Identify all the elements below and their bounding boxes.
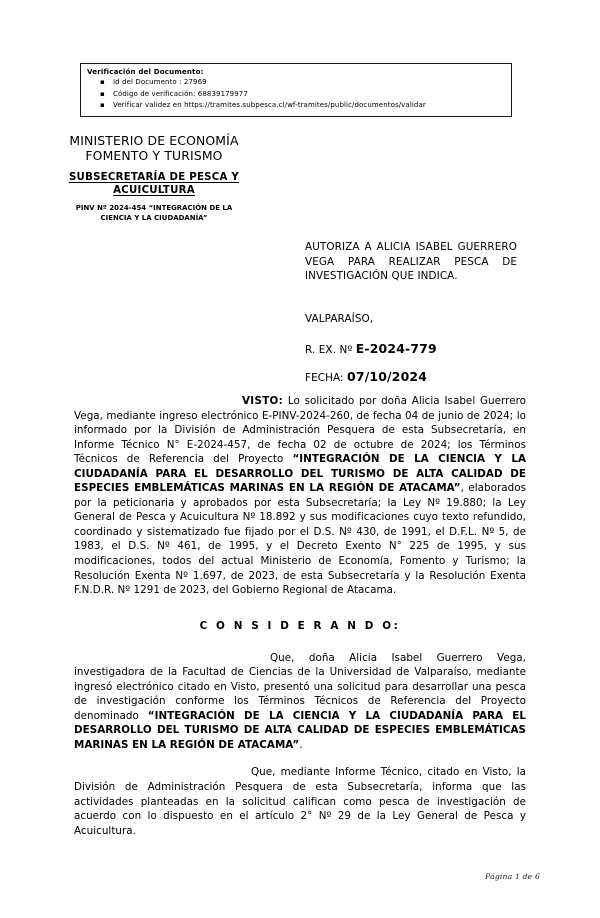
considerando-1-part1: Que, doña Alicia Isabel Guerrero Vega, investigadora de la Facultad de Ciencias de la Universidad de Valparaíso, mediante ingresó electrónico citado en Visto, presentó una solicitud para desarrollar una pesca de investigación conforme los Términos Técnicos de Referencia del Proyecto denominado <box>74 651 526 722</box>
visto-text-part2: , elaborados por la peticionaria y aprobados por esta Subsecretaría; la Ley Nº 19.880; la Ley General de Pesca y Acuicultura Nº 18.892 y sus modificaciones cuyo texto refundido, coordinado y sistematizado fue fijado por el D.S. Nº 430, de 1991, el D.F.L. Nº 5, de 1983, el D.S. Nº 461, de 1995, y el Decreto Exento N° 225 de 1995, y sus modificaciones, todos del actual Ministerio de Economía, Fomento y Turismo; la Resolución Exenta Nº 1.697, de 2023, de esta Subsecretaría y la Resolución Exenta F.N.D.R. Nº 1291 de 2023, del Gobierno Regional de Atacama. <box>74 482 526 597</box>
subsecretaria-line1: SUBSECRETARÍA DE PESCA Y <box>68 171 240 183</box>
bullet-icon: ▪ <box>100 89 105 98</box>
document-body <box>74 394 526 851</box>
ministry-name-line2: FOMENTO Y TURISMO <box>85 148 223 164</box>
bullet-icon: ▪ <box>100 100 105 109</box>
visto-project-title: “INTEGRACIÓN DE LA CIENCIA Y LA CIUDADANÍA PARA EL DESARROLLO DEL TURISMO DE ALTA CALIDAD DE ESPECIES EMBLEMÁTICAS MARINAS EN LA REGIÓN DE ATACAMA” <box>74 453 526 495</box>
verification-item-code <box>87 89 511 100</box>
project-reference <box>34 204 274 223</box>
visto-paragraph <box>74 394 526 598</box>
verification-item-text: Verificar validez en https://tramites.subpesca.cl/wf-tramites/public/documentos/validar <box>113 100 426 109</box>
issue-date-value: 07/10/2024 <box>347 369 428 384</box>
document-verification-box <box>80 63 512 117</box>
issue-date-line <box>305 369 427 384</box>
ministry-name-line1: MINISTERIO DE ECONOMÍA <box>69 133 239 148</box>
considerando-paragraph-1 <box>74 651 526 753</box>
considerando-heading: C O N S I D E R A N D O: <box>199 619 401 632</box>
verification-item-document-id <box>87 77 511 88</box>
resolution-number-line <box>305 341 437 356</box>
considerando-paragraph-2: Que, mediante Informe Técnico, citado en Visto, la División de Administración Pesquera de esta Subsecretaría, informa que las actividades planteadas en la solicitud califican como pesca de investigación de acuerdo con lo dispuesto en el artículo 2° Nº 29 de la Ley General de Pesca y Acuicultura. <box>74 766 526 837</box>
considerando-1-part2: . <box>299 738 303 751</box>
subsecretaria-name <box>34 171 274 198</box>
verification-title: Verificación del Documento: <box>87 67 204 76</box>
verification-item-text: Id del Documento : 27969 <box>113 78 207 87</box>
issue-date-label: FECHA: <box>305 372 344 384</box>
considerando-1-project-title: “INTEGRACIÓN DE LA CIENCIA Y LA CIUDADANÍA PARA EL DESARROLLO DEL TURISMO DE ALTA CALIDAD DE ESPECIES EMBLEMÁTICAS MARINAS EN LA REGIÓN DE ATACAMA” <box>74 709 527 751</box>
resolution-number-label: R. EX. Nº <box>305 344 353 356</box>
project-reference-line1: PINV Nº 2024-454 “INTEGRACIÓN DE LA <box>75 204 233 212</box>
bullet-icon: ▪ <box>100 78 105 87</box>
verification-item-text: Código de verificación: 68839179977 <box>113 89 248 98</box>
resolution-subject <box>305 240 517 284</box>
visto-label: VISTO: <box>242 395 284 407</box>
page-footer: Página 1 de 6 <box>485 872 540 881</box>
resolution-number-value: E-2024-779 <box>355 341 437 356</box>
visto-text-part1: Lo solicitado por doña Alicia Isabel Guerrero Vega, mediante ingreso electrónico E-PINV-2024-260, de fecha 04 de junio de 2024; lo informado por la División de Administración Pesquera de esta Subsecretaría, en Informe Técnico N° E-2024-457, de fecha 02 de octubre de 2024; los Términos Técnicos de Referencia del Proyecto <box>74 395 526 466</box>
project-reference-line2: CIENCIA Y LA CIUDADANÍA” <box>100 213 208 222</box>
subsecretaria-line2: ACUICULTURA <box>113 185 195 197</box>
letterhead <box>34 133 274 223</box>
verification-item-url <box>87 100 511 111</box>
issue-place: VALPARAÍSO, <box>305 313 374 325</box>
resolution-subject-text: AUTORIZA A ALICIA ISABEL GUERRERO VEGA PARA REALIZAR PESCA DE INVESTIGACIÓN QUE INDICA. <box>305 241 517 283</box>
verification-list <box>87 77 511 111</box>
